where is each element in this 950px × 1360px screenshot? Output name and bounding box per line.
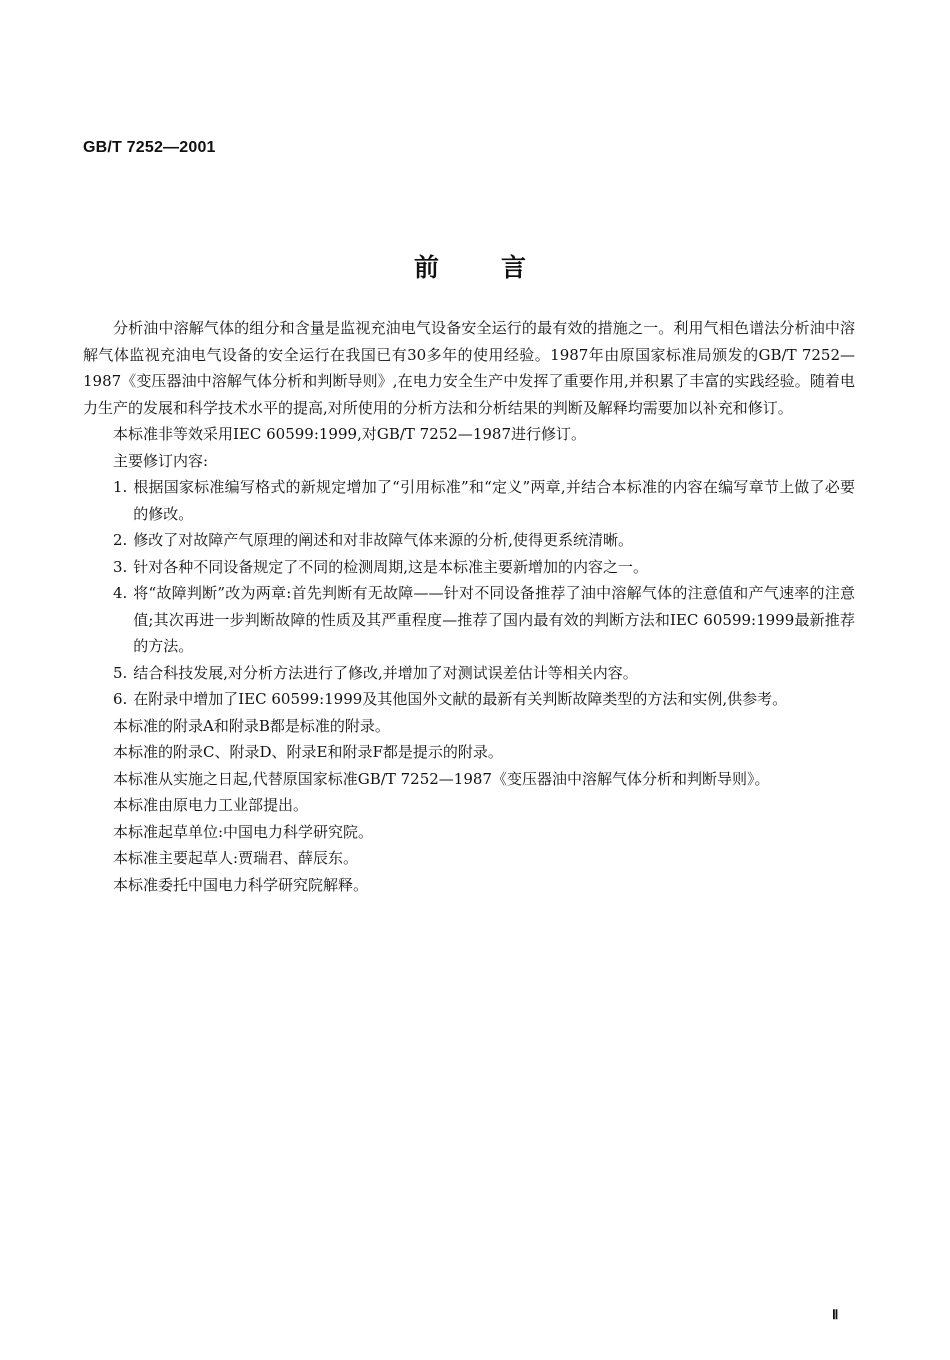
page-number: Ⅱ	[832, 1307, 839, 1322]
revision-item-text: 将“故障判断”改为两章:首先判断有无故障——针对不同设备推荐了油中溶解气体的注意值和产气速率的注意值;其次再进一步判断故障的性质及其严重程度—推荐了国内最有效的判断方法和IEC 60599:1999最新推荐的方法。	[133, 584, 855, 655]
revision-item-number: 5.	[113, 663, 128, 682]
proposer-note: 本标准由原电力工业部提出。	[113, 796, 309, 814]
adoption-statement: 本标准非等效采用IEC 60599:1999,对GB/T 7252—1987进行修订。	[113, 425, 587, 443]
revision-item-number: 2.	[113, 531, 128, 549]
revision-item-text: 针对各种不同设备规定了不同的检测周期,这是本标准主要新增加的内容之一。	[133, 557, 649, 576]
revision-item-text: 结合科技发展,对分析方法进行了修改,并增加了对测试误差估计等相关内容。	[133, 663, 638, 682]
page-title: 前言	[413, 253, 588, 282]
interpretation-note: 本标准委托中国电力科学研究院解释。	[113, 875, 369, 894]
revision-item	[83, 686, 855, 713]
replacement-note: 本标准从实施之日起,代替原国家标准GB/T 7252—1987《变压器油中溶解气体分析和判断导则》。	[113, 769, 770, 788]
revision-item-text: 在附录中增加了IEC 60599:1999及其他国外文献的最新有关判断故障类型的方法和实例,供参考。	[133, 690, 788, 708]
revision-item-text: 根据国家标准编写格式的新规定增加了“引用标准”和“定义”两章,并结合本标准的内容在编写章节上做了必要的修改。	[133, 478, 855, 523]
revision-item-number: 1.	[113, 478, 128, 496]
standard-code: GB/T 7252—2001	[83, 139, 216, 156]
revision-item-number: 4.	[113, 584, 128, 602]
revision-item-number: 3.	[113, 557, 128, 576]
drafting-unit-note: 本标准起草单位:中国电力科学研究院。	[113, 822, 374, 841]
revision-item	[83, 554, 855, 581]
revision-item	[83, 474, 855, 527]
revision-item-number: 6.	[113, 690, 128, 708]
intro-paragraph: 分析油中溶解气体的组分和含量是监视充油电气设备安全运行的最有效的措施之一。利用气相色谱法分析油中溶解气体监视充油电气设备的安全运行在我国已有30多年的使用经验。1987年由原国家标准局颁发的GB/T 7252—1987《变压器油中溶解气体分析和判断导则》,在电力安全生产中发挥了重要作用,并积累了丰富的实践经验。随着电力生产的发展和科学技术水平的提高,对所使用的分析方法和分析结果的判断及解释均需要加以补充和修订。	[83, 319, 855, 417]
revision-item	[83, 660, 855, 687]
revision-item-text: 修改了对故障产气原理的阐述和对非故障气体来源的分析,使得更系统清晰。	[133, 531, 634, 549]
revision-heading: 主要修订内容:	[113, 451, 209, 470]
appendix-normative-note: 本标准的附录A和附录B都是标准的附录。	[113, 716, 390, 735]
foreword-body	[83, 315, 855, 898]
revision-item	[83, 580, 855, 660]
appendix-informative-note: 本标准的附录C、附录D、附录E和附录F都是提示的附录。	[113, 743, 503, 761]
drafters-note: 本标准主要起草人:贾瑞君、薛辰东。	[113, 849, 359, 867]
revision-item	[83, 527, 855, 554]
